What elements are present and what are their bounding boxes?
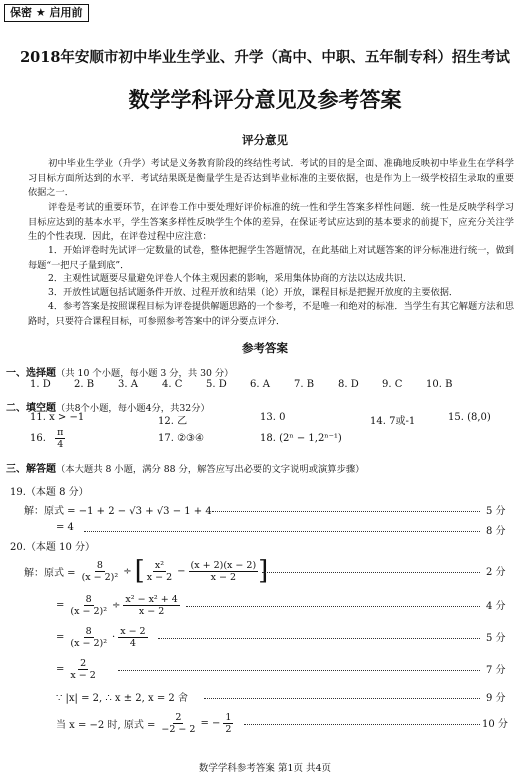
fraction-numerator: π [57, 427, 64, 438]
solve-section-header [6, 457, 364, 476]
dotted-leader [84, 531, 480, 532]
fraction-denominator: 4 [57, 439, 64, 450]
fraction-numerator: 2 [175, 711, 182, 723]
fraction-numerator: x − 2 [120, 625, 146, 637]
grading-rule-3: 3．开放性试题包括试题条件开放、过程开放和结果（论）开放，课程目标是把握开放度的主要依据． [48, 287, 459, 298]
fraction-denominator: (x − 2)² [81, 571, 119, 583]
choice-section-desc: （共 10 个小题，每小题 3 分，共 30 分） [56, 368, 234, 379]
fraction-numerator: 2 [80, 657, 87, 669]
fraction-denominator: x − 2 [70, 669, 96, 681]
fraction-denominator: (x − 2)² [70, 605, 108, 617]
grading-paragraph-2: 评卷是考试的重要环节，在评卷工作中要处理好评价标准的统一性和学生答案多样性问题．统一性是反映学科学习目标应达到的基本水平，学生答案多样性反映学生个体的差异，在保证考试应达到的基本要求的前提下，应充分关注学生的个性表现．因此，在评卷过程中应注意： [28, 202, 514, 243]
choice-answers [30, 379, 470, 390]
q20-fraction [68, 594, 109, 617]
q19-score-2: 8 分 [486, 526, 506, 537]
fraction-numerator: x² − x² + 4 [125, 593, 178, 605]
fraction-denominator: x − 2 [210, 571, 237, 583]
choice-answer: 5. D [206, 379, 227, 390]
q20-fraction [80, 560, 121, 583]
q20-fraction [145, 560, 174, 583]
dotted-leader [118, 670, 480, 671]
fraction-numerator: x² [154, 559, 165, 571]
fill-answer: 15. (8,0) [448, 412, 491, 423]
choice-answer: 8. D [338, 379, 359, 390]
fill-answer: 12. 乙 [158, 416, 188, 427]
fraction-numerator: (x + 2)(x − 2) [190, 559, 257, 571]
q20-score-5: 9 分 [486, 693, 506, 704]
fill-answer-16 [30, 427, 65, 450]
fill-answer-17: 17. ②③④ [158, 433, 204, 444]
fraction-numerator: 8 [85, 593, 92, 605]
right-bracket: ] [258, 556, 269, 586]
q20-step-4 [56, 654, 98, 684]
fraction-denominator: 4 [129, 637, 136, 649]
fraction-denominator: x − 2 [146, 571, 173, 583]
choice-answer: 3. A [118, 379, 138, 390]
left-bracket: [ [134, 556, 145, 586]
equals-sign: = − [200, 717, 221, 729]
q20-score-3: 5 分 [486, 633, 506, 644]
q20-fraction [118, 626, 147, 649]
q20-fraction [68, 626, 109, 649]
fill-answer-16-number: 16. [30, 433, 46, 444]
fraction-numerator: 8 [96, 559, 103, 571]
multiply-sign: · [112, 631, 116, 643]
q20-step-1-prefix: 解：原式 = [24, 567, 76, 579]
choice-answer: 2. B [74, 379, 95, 390]
dotted-leader [158, 638, 480, 639]
q19-step-1: 解：原式 = −1 + 2 − √3 + √3 − 1 + 4 [24, 506, 212, 517]
dotted-leader [212, 511, 480, 512]
q20-step-3 [56, 622, 148, 652]
fraction-numerator: 1 [225, 711, 232, 723]
choice-section-title: 一、选择题 [6, 368, 56, 379]
fraction-denominator: (x − 2)² [70, 637, 108, 649]
q20-step-6 [56, 708, 233, 738]
q20-fraction [189, 560, 259, 583]
dotted-leader [262, 572, 480, 573]
fill-answer: 14. 7或-1 [370, 416, 416, 427]
q20-step-1 [24, 554, 268, 588]
grading-rule-4: 4．参考答案是按照课程目标为评卷提供解题思路的一个参考，不是唯一和绝对的标准．当学生有其它解题方法和思路时，只要符合课程目标，可参照参考答案中的评分要点评分． [28, 301, 514, 327]
choice-answer: 10. B [426, 379, 453, 390]
minus-sign: − [177, 565, 186, 577]
q20-step-5: ∵ |x| = 2, ∴ x ± 2, x = 2 舍 [56, 693, 188, 704]
equals-sign: = [56, 663, 65, 675]
q20-fraction [123, 594, 179, 617]
choice-answer: 7. B [294, 379, 315, 390]
exam-title: 2018年安顺市初中毕业生学业、升学（高中、中职、五年制专科）招生考试 [20, 49, 510, 66]
grading-rule-1: 1．开始评卷时先试评一定数量的试卷，整体把握学生答题情况，在此基础上对试题答案的评分标准进行统一，做到每题“一把尺子量到底”． [28, 245, 514, 271]
solve-section-title: 三、解答题 [6, 464, 56, 475]
q20-step-2 [56, 590, 180, 620]
fill-answer-18: 18. (2ⁿ − 1,2ⁿ⁻¹) [260, 433, 342, 444]
fill-answer: 13. 0 [260, 412, 286, 423]
q19-score-1: 5 分 [486, 506, 506, 517]
document-title: 数学学科评分意见及参考答案 [128, 88, 402, 112]
q20-score-6: 10 分 [482, 719, 508, 730]
fill-answer-16-fraction [55, 427, 65, 450]
fraction-denominator: −2 − 2 [161, 723, 196, 735]
fill-answer: 11. x > −1 [30, 412, 85, 423]
fraction-numerator: 8 [85, 625, 92, 637]
answers-heading: 参考答案 [242, 341, 288, 355]
q19-step-2: = 4 [56, 522, 74, 533]
confidential-label: 保密 ★ 启用前 [4, 4, 89, 22]
solve-section-desc: （本大题共 8 小题，满分 88 分，解答应写出必要的文字说明或演算步骤） [56, 464, 365, 475]
divide-sign: ÷ [123, 565, 132, 577]
equals-sign: = [56, 599, 65, 611]
divide-sign: ÷ [112, 599, 121, 611]
q20-score-4: 7 分 [486, 665, 506, 676]
grading-heading: 评分意见 [242, 133, 288, 147]
q20-step-6-prefix: 当 x = −2 时, 原式 = [56, 719, 156, 731]
q20-fraction [68, 658, 97, 681]
page-footer: 数学学科参考答案 第1页 共4页 [198, 763, 332, 774]
choice-answer: 6. A [250, 379, 270, 390]
fill-section-title: 二、填空题 [6, 403, 56, 414]
q20-fraction [159, 712, 197, 735]
dotted-leader [244, 724, 480, 725]
q20-label: 20.（本题 10 分） [10, 542, 95, 553]
choice-answer: 9. C [382, 379, 403, 390]
dotted-leader [186, 606, 480, 607]
choice-answer: 1. D [30, 379, 51, 390]
q20-score-1: 2 分 [486, 567, 506, 578]
fraction-denominator: 2 [225, 723, 232, 735]
choice-answer: 4. C [162, 379, 183, 390]
fraction-denominator: x − 2 [138, 605, 165, 617]
fill-section-desc: （共8个小题，每小题4分，共32分） [56, 403, 210, 414]
dotted-leader [204, 698, 480, 699]
q20-fraction [223, 712, 233, 735]
grading-rule-2: 2．主观性试题要尽量避免评卷人个体主观因素的影响，采用集体协商的方法以达成共识． [48, 273, 413, 284]
equals-sign: = [56, 631, 65, 643]
grading-paragraph-1: 初中毕业生学业（升学）考试是义务教育阶段的终结性考试．考试的目的是全面、准确地反映初中毕业生在学科学习目标方面所达到的水平．考试结果既是衡量学生是否达到毕业标准的主要依据，也是作为上一级学校招生录取的重要依据之一． [28, 158, 514, 199]
q20-score-2: 4 分 [486, 601, 506, 612]
q19-label: 19.（本题 8 分） [10, 487, 89, 498]
choice-section-header [6, 361, 233, 380]
